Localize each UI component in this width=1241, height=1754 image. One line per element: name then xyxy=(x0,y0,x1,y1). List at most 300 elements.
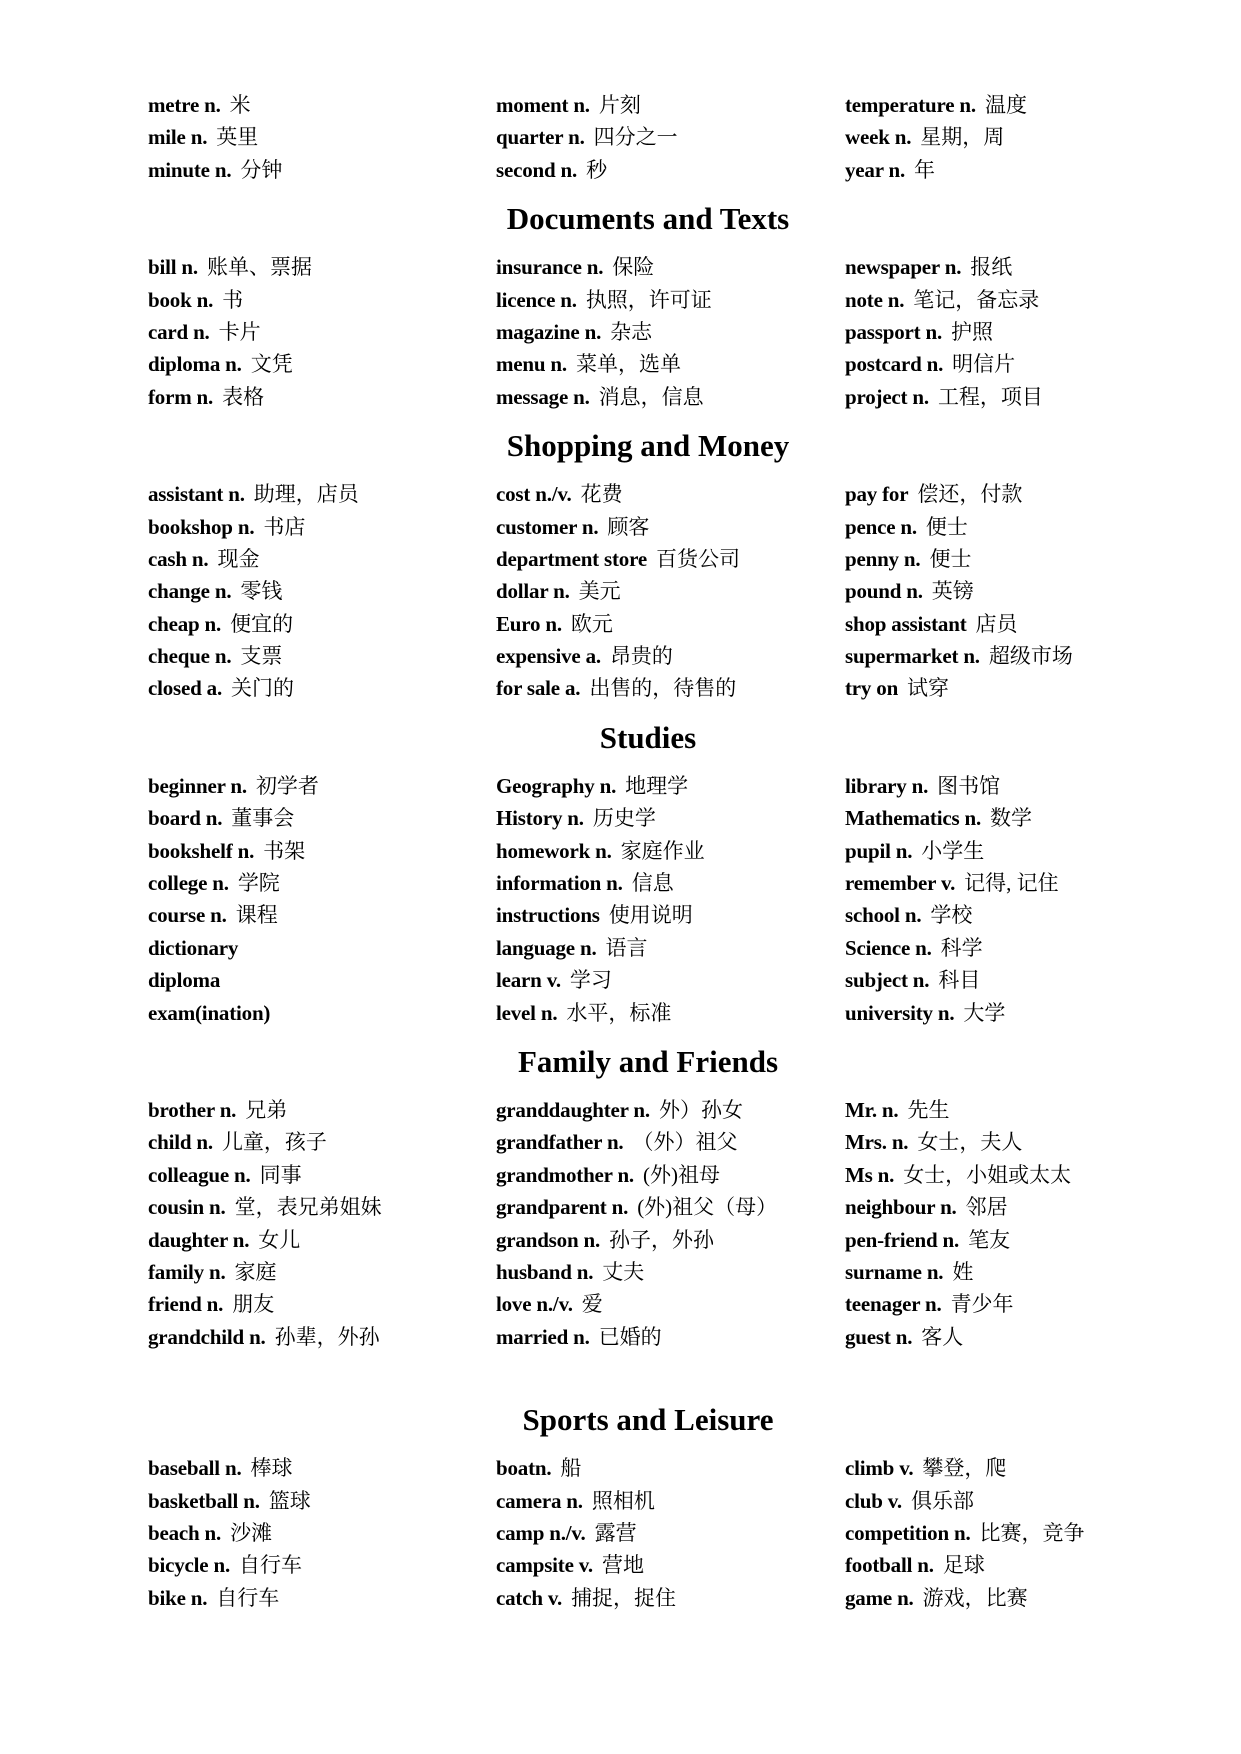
vocab-section xyxy=(148,718,1148,1029)
vocab-entry xyxy=(845,1191,1148,1223)
vocab-word: grandparent n. xyxy=(496,1195,629,1220)
section-title: Documents and Texts xyxy=(506,201,790,237)
vocab-column-1 xyxy=(148,1094,496,1353)
vocab-word: dollar n. xyxy=(496,579,570,604)
vocab-entry xyxy=(496,1485,845,1517)
vocab-entry xyxy=(148,478,496,510)
vocab-entry xyxy=(845,316,1148,348)
vocab-word: minute n. xyxy=(148,157,232,182)
vocab-entry xyxy=(148,1094,496,1126)
vocab-entry xyxy=(496,251,845,283)
vocab-translation: 秒 xyxy=(586,157,608,182)
vocab-word: message n. xyxy=(496,384,590,409)
vocab-word: mile n. xyxy=(148,125,208,150)
vocab-entry xyxy=(496,964,845,996)
vocab-column-2 xyxy=(496,251,845,413)
vocab-column-3 xyxy=(845,770,1148,1029)
vocab-translation: 账单、票据 xyxy=(206,255,312,280)
vocab-word: Geography n. xyxy=(496,773,617,798)
vocab-entry xyxy=(496,1549,845,1581)
vocab-entry xyxy=(845,1549,1148,1581)
vocab-translation: 片刻 xyxy=(598,93,641,117)
vocab-section xyxy=(148,89,1148,186)
vocab-word: shop assistant xyxy=(845,611,967,636)
vocab-translation: 邻居 xyxy=(965,1195,1008,1220)
vocab-column-2 xyxy=(496,1452,845,1614)
vocab-word: club v. xyxy=(845,1488,902,1513)
vocab-translation: 女士，夫人 xyxy=(917,1130,1023,1155)
vocab-entry xyxy=(148,1485,496,1517)
vocab-entry xyxy=(845,478,1148,510)
vocab-word: surname n. xyxy=(845,1259,944,1284)
vocab-word: camp n./v. xyxy=(496,1520,586,1545)
vocab-translation: 大学 xyxy=(963,1000,1006,1025)
vocab-entry xyxy=(496,1288,845,1320)
vocab-translation: 店员 xyxy=(975,611,1018,636)
vocab-entry xyxy=(496,381,845,413)
vocab-translation: 超级市场 xyxy=(988,644,1073,669)
vocab-word: book n. xyxy=(148,287,214,312)
vocab-columns xyxy=(148,251,1148,413)
vocab-translation: 书架 xyxy=(263,838,306,863)
vocab-entry xyxy=(496,284,845,316)
vocab-word: friend n. xyxy=(148,1292,224,1317)
vocab-translation: 沙滩 xyxy=(230,1520,273,1545)
vocab-column-2 xyxy=(496,1094,845,1353)
vocab-entry xyxy=(496,1094,845,1126)
vocab-entry xyxy=(496,89,845,121)
vocab-word: diploma xyxy=(148,968,221,993)
vocab-word: pay for xyxy=(845,482,909,507)
vocab-entry xyxy=(148,121,496,153)
vocab-word: quarter n. xyxy=(496,125,585,150)
vocabulary-list xyxy=(148,89,1148,1614)
vocab-word: department store xyxy=(496,546,647,571)
vocab-word: change n. xyxy=(148,579,232,604)
vocab-entry xyxy=(148,1582,496,1614)
vocab-entry xyxy=(148,672,496,704)
vocab-translation: （外）祖父 xyxy=(632,1130,738,1155)
vocab-translation: (外)祖母 xyxy=(643,1162,720,1187)
vocab-translation: 营地 xyxy=(601,1553,644,1578)
vocab-translation: 游戏，比赛 xyxy=(922,1585,1028,1610)
vocab-entry xyxy=(845,802,1148,834)
vocab-translation: 儿童，孩子 xyxy=(221,1130,327,1155)
vocab-entry xyxy=(148,1321,496,1353)
vocab-translation: 便士 xyxy=(925,514,968,539)
vocab-entry xyxy=(845,1321,1148,1353)
vocab-columns xyxy=(148,89,1148,186)
vocab-column-3 xyxy=(845,89,1148,186)
vocab-word: learn v. xyxy=(496,968,561,993)
vocab-entry xyxy=(148,284,496,316)
vocab-entry xyxy=(148,575,496,607)
vocab-translation: 客人 xyxy=(921,1324,964,1349)
vocab-translation: 工程，项目 xyxy=(937,384,1043,409)
vocab-word: bookshelf n. xyxy=(148,838,255,863)
vocab-translation: 水平，标准 xyxy=(566,1000,672,1025)
vocab-entry xyxy=(845,1256,1148,1288)
vocab-word: diploma n. xyxy=(148,352,242,377)
vocab-translation: 比赛，竞争 xyxy=(979,1520,1085,1545)
vocab-translation: 试穿 xyxy=(907,676,950,701)
vocab-translation: 出售的，待售的 xyxy=(589,676,737,701)
vocab-translation: 爱 xyxy=(581,1292,603,1317)
vocab-entry xyxy=(845,932,1148,964)
vocab-entry xyxy=(845,997,1148,1029)
vocab-word: guest n. xyxy=(845,1324,913,1349)
section-title: Sports and Leisure xyxy=(522,1402,774,1438)
vocab-translation: 照相机 xyxy=(591,1488,655,1513)
vocab-column-2 xyxy=(496,89,845,186)
vocab-translation: 零钱 xyxy=(240,579,283,604)
vocab-column-1 xyxy=(148,770,496,1029)
vocab-entry xyxy=(496,121,845,153)
vocab-column-1 xyxy=(148,251,496,413)
vocab-word: remember v. xyxy=(845,871,956,896)
vocab-translation: 笔记，备忘录 xyxy=(913,287,1040,312)
vocab-word: husband n. xyxy=(496,1259,594,1284)
vocab-entry xyxy=(148,964,496,996)
vocab-word: Ms n. xyxy=(845,1162,895,1187)
vocab-translation: 米 xyxy=(229,93,251,117)
vocab-translation: 信息 xyxy=(631,871,674,896)
vocab-entry xyxy=(496,1256,845,1288)
vocab-entry xyxy=(845,511,1148,543)
vocab-translation: 先生 xyxy=(907,1097,950,1122)
vocab-translation: 助理，店员 xyxy=(253,482,359,507)
vocab-word: passport n. xyxy=(845,319,942,344)
vocab-translation: 护照 xyxy=(951,319,993,344)
vocab-translation: 董事会 xyxy=(231,806,295,831)
vocab-translation: 报纸 xyxy=(970,255,1013,280)
vocab-word: beginner n. xyxy=(148,773,247,798)
vocab-entry xyxy=(148,1256,496,1288)
vocab-entry xyxy=(845,770,1148,802)
vocab-word: school n. xyxy=(845,903,922,928)
vocab-section xyxy=(148,1400,1148,1614)
vocab-word: year n. xyxy=(845,157,906,182)
vocab-entry xyxy=(496,770,845,802)
vocab-word: bike n. xyxy=(148,1585,208,1610)
vocab-entry xyxy=(148,543,496,575)
vocab-entry xyxy=(496,1191,845,1223)
vocab-translation: 历史学 xyxy=(592,806,656,831)
vocab-word: board n. xyxy=(148,806,223,831)
vocab-entry xyxy=(148,835,496,867)
vocab-translation: 兄弟 xyxy=(245,1097,288,1122)
vocab-word: homework n. xyxy=(496,838,612,863)
vocab-entry xyxy=(845,867,1148,899)
vocab-entry xyxy=(845,672,1148,704)
vocab-entry xyxy=(496,1517,845,1549)
vocab-entry xyxy=(148,251,496,283)
vocab-word: postcard n. xyxy=(845,352,944,377)
vocab-entry xyxy=(845,348,1148,380)
vocab-translation: 丈夫 xyxy=(602,1259,645,1284)
vocab-word: pen-friend n. xyxy=(845,1227,960,1252)
vocab-entry xyxy=(845,381,1148,413)
vocab-translation: 英里 xyxy=(216,125,259,150)
vocab-entry xyxy=(845,899,1148,931)
vocab-translation: 消息，信息 xyxy=(598,384,704,409)
vocab-entry xyxy=(148,154,496,186)
vocab-word: library n. xyxy=(845,773,929,798)
vocab-translation: 青少年 xyxy=(950,1292,1014,1317)
vocab-word: college n. xyxy=(148,871,229,896)
vocab-word: grandmother n. xyxy=(496,1162,634,1187)
vocab-word: week n. xyxy=(845,125,912,150)
vocab-entry xyxy=(845,89,1148,121)
vocab-entry xyxy=(148,1191,496,1223)
vocab-word: newspaper n. xyxy=(845,255,962,280)
vocab-entry xyxy=(148,1159,496,1191)
vocab-word: pupil n. xyxy=(845,838,913,863)
vocab-entry xyxy=(496,478,845,510)
vocab-word: assistant n. xyxy=(148,482,245,507)
vocab-translation: 花费 xyxy=(580,482,623,507)
vocab-translation: 顾客 xyxy=(607,514,650,539)
vocab-word: information n. xyxy=(496,871,623,896)
vocab-word: Mr. n. xyxy=(845,1097,899,1122)
vocab-word: boatn. xyxy=(496,1456,552,1481)
vocab-word: level n. xyxy=(496,1000,558,1025)
vocab-section xyxy=(148,426,1148,705)
vocab-entry xyxy=(496,640,845,672)
vocab-translation: 攀登，爬 xyxy=(922,1456,1007,1481)
vocab-translation: 课程 xyxy=(235,903,278,928)
vocab-entry xyxy=(148,802,496,834)
vocab-word: grandchild n. xyxy=(148,1324,266,1349)
vocab-translation: 保险 xyxy=(612,255,655,280)
vocab-entry xyxy=(148,348,496,380)
vocab-word: cost n./v. xyxy=(496,482,572,507)
vocab-column-2 xyxy=(496,478,845,705)
vocab-entry xyxy=(148,316,496,348)
vocab-translation: 学习 xyxy=(569,968,612,993)
vocab-translation: 孙辈，外孙 xyxy=(274,1324,380,1349)
vocab-word: metre n. xyxy=(148,93,221,117)
vocab-translation: 同事 xyxy=(259,1162,302,1187)
vocab-translation: 美元 xyxy=(578,579,621,604)
vocab-word: brother n. xyxy=(148,1097,237,1122)
vocab-translation: 学校 xyxy=(930,903,973,928)
vocab-word: moment n. xyxy=(496,93,590,117)
vocab-translation: 外）孙女 xyxy=(658,1097,743,1122)
vocab-word: expensive a. xyxy=(496,644,601,669)
vocab-entry xyxy=(496,899,845,931)
vocab-entry xyxy=(845,1485,1148,1517)
vocab-word: dictionary xyxy=(148,935,239,960)
vocab-entry xyxy=(845,154,1148,186)
vocab-word: beach n. xyxy=(148,1520,222,1545)
vocab-word: game n. xyxy=(845,1585,914,1610)
vocab-entry xyxy=(845,608,1148,640)
vocab-entry xyxy=(845,1159,1148,1191)
vocab-word: licence n. xyxy=(496,287,577,312)
vocab-translation: 孙子，外孙 xyxy=(609,1227,715,1252)
section-title: Family and Friends xyxy=(517,1043,779,1079)
vocab-word: colleague n. xyxy=(148,1162,251,1187)
vocab-word: university n. xyxy=(845,1000,955,1025)
vocab-entry xyxy=(845,575,1148,607)
vocab-entry xyxy=(845,1224,1148,1256)
vocab-entry xyxy=(148,1126,496,1158)
vocab-translation: 温度 xyxy=(984,93,1027,117)
vocab-word: teenager n. xyxy=(845,1292,942,1317)
vocab-word: History n. xyxy=(496,806,584,831)
vocab-word: customer n. xyxy=(496,514,599,539)
vocab-columns xyxy=(148,1452,1148,1614)
vocab-word: course n. xyxy=(148,903,227,928)
vocab-word: bill n. xyxy=(148,255,198,280)
vocab-translation: 四分之一 xyxy=(593,125,678,150)
vocab-translation: 菜单，选单 xyxy=(575,352,681,377)
vocab-column-1 xyxy=(148,1452,496,1614)
vocab-entry xyxy=(845,543,1148,575)
vocab-translation: 分钟 xyxy=(240,157,283,182)
vocab-entry xyxy=(148,1517,496,1549)
vocab-column-1 xyxy=(148,478,496,705)
vocab-word: instructions xyxy=(496,903,600,928)
vocab-translation: 星期，周 xyxy=(920,125,1005,150)
vocab-entry xyxy=(148,770,496,802)
vocab-entry xyxy=(845,1094,1148,1126)
vocab-entry xyxy=(845,1582,1148,1614)
section-title: Shopping and Money xyxy=(506,428,790,464)
vocab-column-1 xyxy=(148,89,496,186)
vocab-word: daughter n. xyxy=(148,1227,250,1252)
section-title: Studies xyxy=(599,719,697,755)
vocab-translation: 捕捉，捉住 xyxy=(571,1585,677,1610)
vocab-translation: 支票 xyxy=(240,644,283,669)
vocab-word: note n. xyxy=(845,287,905,312)
vocab-word: family n. xyxy=(148,1259,226,1284)
vocab-word: project n. xyxy=(845,384,929,409)
vocab-word: granddaughter n. xyxy=(496,1097,650,1122)
vocab-translation: 朋友 xyxy=(232,1292,275,1317)
vocab-entry xyxy=(496,608,845,640)
vocab-columns xyxy=(148,478,1148,705)
vocab-entry xyxy=(845,1517,1148,1549)
vocab-word: language n. xyxy=(496,935,597,960)
vocab-column-3 xyxy=(845,1452,1148,1614)
vocab-entry xyxy=(496,316,845,348)
vocab-translation: 百货公司 xyxy=(655,546,740,571)
vocab-entry xyxy=(148,608,496,640)
vocab-entry xyxy=(845,1452,1148,1484)
vocab-word: form n. xyxy=(148,384,214,409)
vocab-translation: 俱乐部 xyxy=(910,1488,974,1513)
vocab-column-3 xyxy=(845,478,1148,705)
vocab-word: Euro n. xyxy=(496,611,562,636)
vocab-translation: 年 xyxy=(914,157,936,182)
vocab-word: pence n. xyxy=(845,514,917,539)
vocab-column-2 xyxy=(496,770,845,1029)
vocab-entry xyxy=(148,640,496,672)
vocab-entry xyxy=(496,932,845,964)
vocab-word: campsite v. xyxy=(496,1553,593,1578)
vocab-translation: 执照，许可证 xyxy=(585,287,712,312)
vocab-translation: 露营 xyxy=(594,1520,637,1545)
vocab-entry xyxy=(496,348,845,380)
vocab-entry xyxy=(496,1321,845,1353)
vocab-entry xyxy=(845,964,1148,996)
vocab-entry xyxy=(496,672,845,704)
vocab-word: neighbour n. xyxy=(845,1195,957,1220)
vocab-entry xyxy=(496,575,845,607)
vocab-word: bookshop n. xyxy=(148,514,255,539)
vocab-word: second n. xyxy=(496,157,578,182)
vocab-word: catch v. xyxy=(496,1585,563,1610)
vocab-translation: 足球 xyxy=(942,1553,985,1578)
vocab-translation: 使用说明 xyxy=(608,903,693,928)
vocab-translation: 船 xyxy=(560,1456,582,1481)
vocab-column-3 xyxy=(845,251,1148,413)
vocab-word: cousin n. xyxy=(148,1195,226,1220)
vocab-translation: 科目 xyxy=(938,968,981,993)
vocab-entry xyxy=(496,835,845,867)
vocab-word: love n./v. xyxy=(496,1292,573,1317)
vocab-columns xyxy=(148,1094,1148,1353)
vocab-word: grandfather n. xyxy=(496,1130,624,1155)
vocab-entry xyxy=(845,1126,1148,1158)
vocab-translation: 家庭 xyxy=(234,1259,277,1284)
vocab-translation: 欧元 xyxy=(570,611,613,636)
vocab-entry xyxy=(496,511,845,543)
vocab-word: Mrs. n. xyxy=(845,1130,909,1155)
vocab-word: child n. xyxy=(148,1130,213,1155)
vocab-translation: 现金 xyxy=(217,546,260,571)
vocab-translation: 偿还，付款 xyxy=(917,482,1023,507)
vocab-entry xyxy=(496,997,845,1029)
vocab-word: football n. xyxy=(845,1553,934,1578)
vocab-entry xyxy=(148,511,496,543)
vocab-translation: 记得, 记住 xyxy=(964,871,1059,896)
vocab-translation: 表格 xyxy=(222,384,265,409)
vocab-entry xyxy=(845,1288,1148,1320)
vocab-entry xyxy=(148,381,496,413)
vocab-word: baseball n. xyxy=(148,1456,242,1481)
vocab-translation: 英镑 xyxy=(931,579,974,604)
vocab-translation: 语言 xyxy=(605,935,648,960)
vocab-word: for sale a. xyxy=(496,676,581,701)
vocab-word: camera n. xyxy=(496,1488,583,1513)
vocab-entry xyxy=(496,867,845,899)
vocab-entry xyxy=(845,640,1148,672)
vocab-translation: 小学生 xyxy=(921,838,985,863)
vocab-translation: 学院 xyxy=(237,871,280,896)
vocab-translation: 文凭 xyxy=(250,352,293,377)
vocab-translation: 书 xyxy=(222,287,244,312)
vocab-translation: 姓 xyxy=(952,1259,974,1284)
vocab-entry xyxy=(496,154,845,186)
vocab-section xyxy=(148,199,1148,413)
vocab-entry xyxy=(148,1452,496,1484)
vocab-translation: 数学 xyxy=(990,806,1033,831)
vocab-translation: 笔友 xyxy=(968,1227,1011,1252)
vocab-translation: 家庭作业 xyxy=(620,838,705,863)
vocab-word: closed a. xyxy=(148,676,223,701)
vocab-translation: 女儿 xyxy=(258,1227,301,1252)
vocab-translation: 女士，小姐或太太 xyxy=(903,1162,1072,1187)
vocab-word: card n. xyxy=(148,319,210,344)
vocab-entry xyxy=(148,932,496,964)
vocab-word: bicycle n. xyxy=(148,1553,230,1578)
vocab-entry xyxy=(496,1159,845,1191)
vocab-translation: 关门的 xyxy=(231,676,295,701)
vocab-word: insurance n. xyxy=(496,255,604,280)
